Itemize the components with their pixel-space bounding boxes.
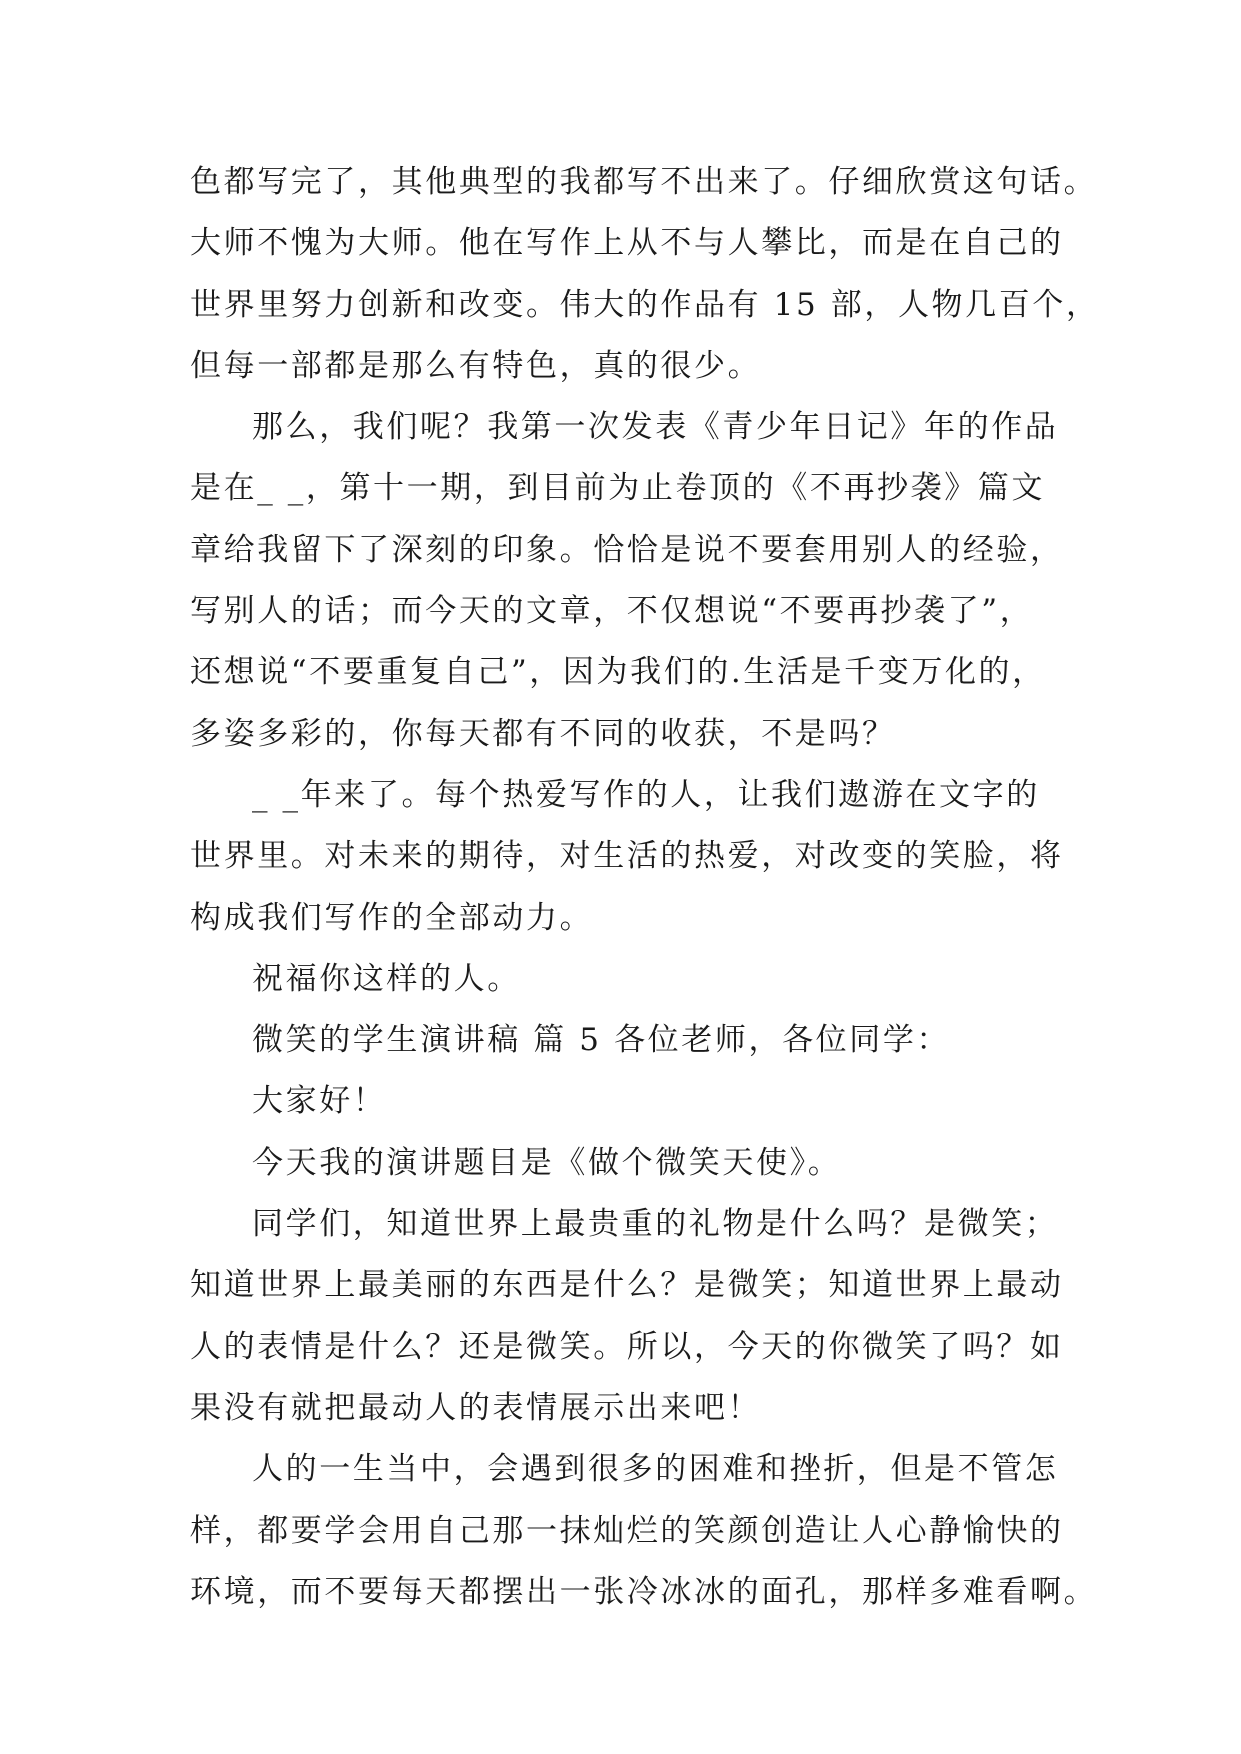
paragraph-first-line: 那么，我们呢？我第一次发表《青少年日记》年的作品 [252,409,1059,446]
text-line: 色都写完了，其他典型的我都写不出来了。仔细欣赏这句话。 [190,164,1098,200]
text-line: 大师不愧为大师。他在写作上从不与人攀比，而是在自己的 [190,225,1064,262]
text-line: 多姿多彩的，你每天都有不同的收获，不是吗？ [190,715,896,752]
paragraph-first-line: _ _年来了。每个热爱写作的人，让我们遨游在文字的 [252,776,1040,813]
text-line: 人的表情是什么？还是微笑。所以，今天的你微笑了吗？如 [190,1328,1064,1365]
paragraph-first-line: 今天我的演讲题目是《做个微笑天使》。 [252,1144,842,1181]
text-line: 但每一部都是那么有特色，真的很少。 [190,347,762,384]
greeting-line: 大家好！ [252,1083,387,1120]
document-body [190,152,1100,1623]
paragraph-first-line: 祝福你这样的人。 [252,960,521,997]
text-line: 世界里努力创新和改变。伟大的作品有 15 部，人物几百个， [190,286,1100,323]
text-line: 样，都要学会用自己那一抹灿烂的笑颜创造让人心静愉快的 [190,1512,1064,1549]
text-line: 世界里。对未来的期待，对生活的热爱，对改变的笑脸，将 [190,838,1064,875]
paragraph-first-line: 人的一生当中，会遇到很多的困难和挫折，但是不管怎 [252,1451,1059,1488]
text-line: 是在_ _，第十一期，到目前为止卷顶的《不再抄袭》篇文 [190,470,1046,507]
text-line: 知道世界上最美丽的东西是什么？是微笑；知道世界上最动 [190,1267,1064,1304]
text-line: 写别人的话；而今天的文章，不仅想说“不要再抄袭了”， [190,593,1034,630]
text-line: 环境，而不要每天都摆出一张冷冰冰的面孔，那样多难看啊。 [190,1573,1098,1610]
text-line: 章给我留下了深刻的印象。恰恰是说不要套用别人的经验， [190,531,1064,568]
paragraph-first-line: 同学们，知道世界上最贵重的礼物是什么吗？是微笑； [252,1206,1059,1243]
speech-title-line: 微笑的学生演讲稿 篇 5 各位老师，各位同学： [252,1022,951,1059]
text-line: 果没有就把最动人的表情展示出来吧！ [190,1389,762,1426]
text-line: 还想说“不要重复自己”，因为我们的.生活是千变万化的， [190,654,1046,691]
text-line: 构成我们写作的全部动力。 [190,899,594,936]
